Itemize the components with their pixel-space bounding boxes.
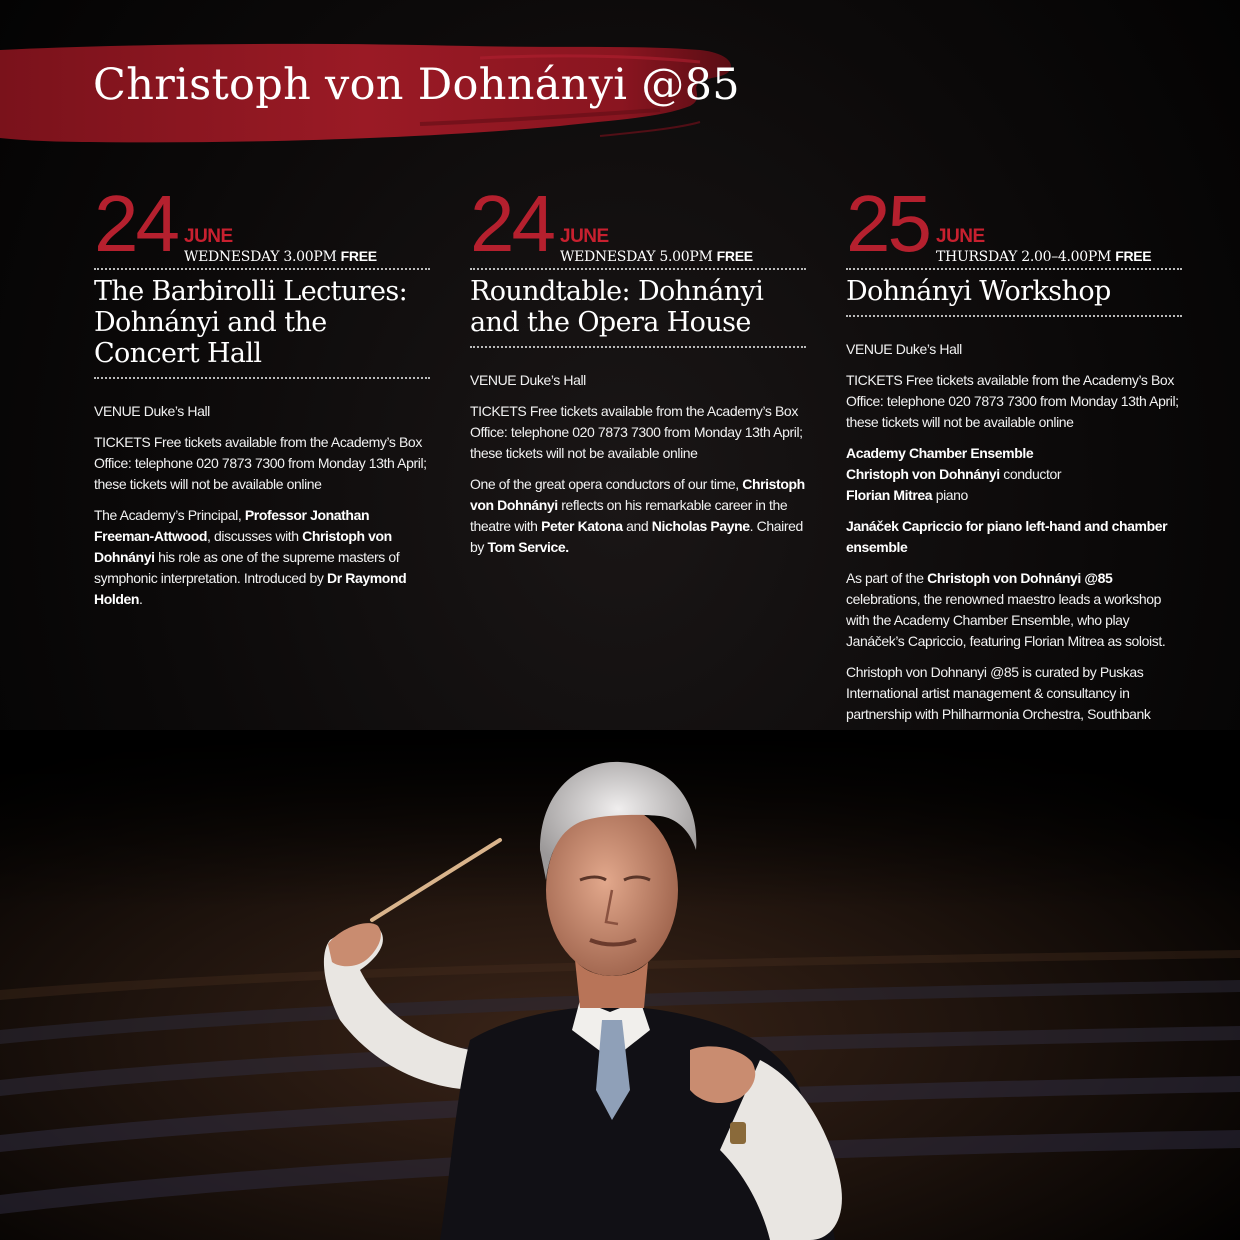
tickets-line: TICKETS Free tickets available from the Academy’s Box Office: telephone 020 7873 7300 from Monday 13th April; these tickets will not be available online xyxy=(94,434,427,492)
price-label: FREE xyxy=(716,248,753,264)
dotted-divider xyxy=(846,315,1182,317)
event-title: Roundtable: Dohnányi and the Opera House xyxy=(470,276,764,338)
event-date xyxy=(470,179,806,268)
event-details xyxy=(94,401,430,610)
event-month: JUNE xyxy=(560,226,609,247)
event-date xyxy=(94,179,430,268)
event-description: As part of the Christoph von Dohnányi @85 celebrations, the renowned maestro leads a workshop with the Academy Chamber Ensemble, who play Janáček’s Capriccio, featuring Florian Mitrea as soloist. xyxy=(846,570,1166,649)
event-details xyxy=(470,370,806,558)
event-time: WEDNESDAY 5.00PM FREE xyxy=(560,248,753,265)
dotted-divider xyxy=(470,346,806,348)
page-title: Christoph von Dohnányi @85 xyxy=(93,60,740,110)
dotted-divider xyxy=(470,268,806,270)
event-time: WEDNESDAY 3.00PM FREE xyxy=(184,248,377,265)
conductor-photo xyxy=(0,730,1240,1240)
venue-line: VENUE Duke’s Hall xyxy=(846,341,962,357)
dotted-divider xyxy=(94,377,430,379)
event-description: The Academy’s Principal, Professor Jonathan Freeman-Attwood, discusses with Christoph von Dohnányi his role as one of the supreme masters of symphonic interpretation. Introduced by Dr Raymond Holden. xyxy=(94,507,407,607)
event-day: 24 xyxy=(94,179,177,268)
dotted-divider xyxy=(94,268,430,270)
event-details xyxy=(846,339,1182,777)
tickets-line: TICKETS Free tickets available from the Academy’s Box Office: telephone 020 7873 7300 from Monday 13th April; these tickets will not be available online xyxy=(470,403,803,461)
venue-line: VENUE Duke’s Hall xyxy=(94,403,210,419)
curated-note: Christoph von Dohnanyi @85 is curated by Puskas International artist management & consultancy in partnership with Philharmonia Orchestra, Southbank xyxy=(846,664,1151,722)
tickets-line: TICKETS Free tickets available from the Academy’s Box Office: telephone 020 7873 7300 from Monday 13th April; these tickets will not be available online xyxy=(846,372,1179,430)
event-title: The Barbirolli Lectures: Dohnányi and the Concert Hall xyxy=(94,276,408,369)
event-day: 25 xyxy=(846,179,929,268)
programme-line: Janáček Capriccio for piano left-hand and chamber ensemble xyxy=(846,518,1168,555)
event-column-3 xyxy=(846,179,1182,787)
price-label: FREE xyxy=(340,248,377,264)
event-description: One of the great opera conductors of our time, Christoph von Dohnányi reflects on his remarkable career in the theatre with Peter Katona and Nicholas Payne. Chaired by Tom Service. xyxy=(470,476,805,555)
dotted-divider xyxy=(846,268,1182,270)
event-month: JUNE xyxy=(184,226,233,247)
event-month: JUNE xyxy=(936,226,985,247)
event-title: Dohnányi Workshop xyxy=(846,276,1111,307)
event-time: THURSDAY 2.00–4.00PM FREE xyxy=(936,248,1152,265)
event-day: 24 xyxy=(470,179,553,268)
event-date xyxy=(846,179,1182,268)
event-column-2 xyxy=(470,179,806,568)
venue-line: VENUE Duke’s Hall xyxy=(470,372,586,388)
event-column-1 xyxy=(94,179,430,620)
price-label: FREE xyxy=(1115,248,1152,264)
performers-list: Academy Chamber Ensemble Christoph von Dohnányi conductor Florian Mitrea piano xyxy=(846,445,1062,503)
